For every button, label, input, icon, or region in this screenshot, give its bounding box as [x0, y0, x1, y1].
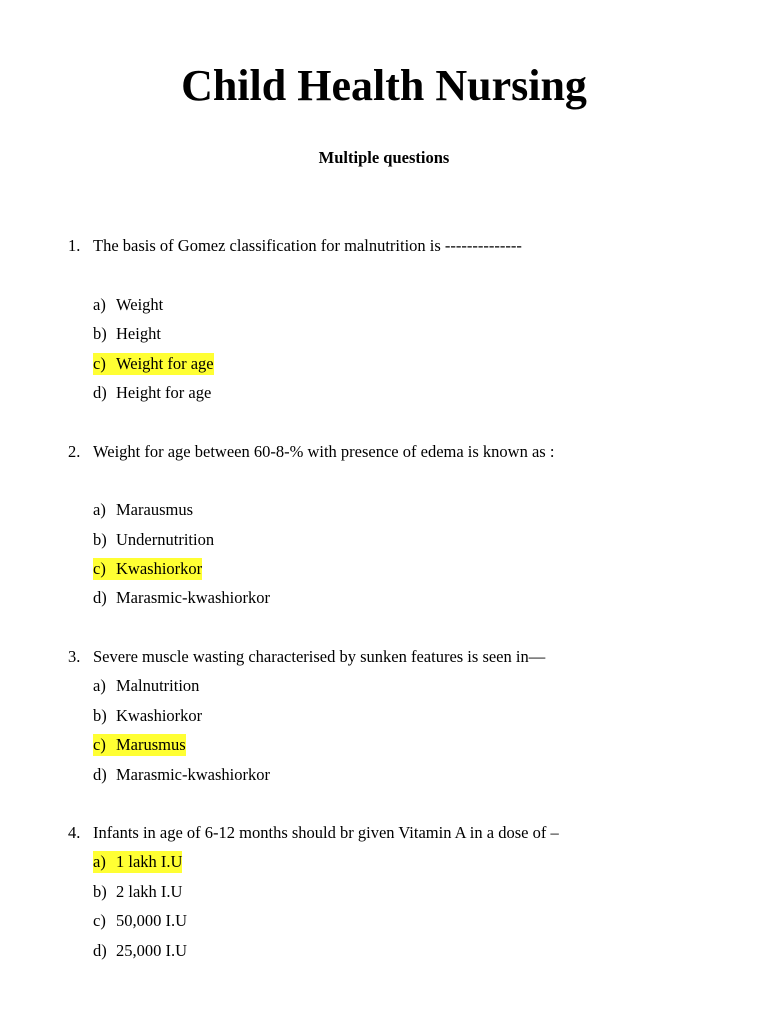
option-text: 25,000 I.U: [116, 941, 188, 960]
option-text: Marasmic-kwashiorkor: [116, 588, 270, 607]
question-number: 3.: [68, 647, 81, 666]
option-label: b): [93, 882, 107, 901]
option-4b: [93, 881, 182, 903]
option-text: Weight for age: [116, 354, 214, 373]
option-text: Undernutrition: [116, 530, 215, 549]
question-number: 4.: [68, 823, 81, 842]
option-text: Marausmus: [116, 500, 193, 519]
option-label: a): [93, 852, 106, 871]
option-2b: [93, 529, 214, 551]
option-2a: [93, 499, 193, 521]
option-label: d): [93, 941, 107, 960]
page-subtitle: Multiple questions: [318, 148, 450, 167]
option-label: c): [93, 911, 106, 930]
question-text: Severe muscle wasting characterised by sunken features is seen in—: [93, 647, 546, 666]
option-label: a): [93, 676, 106, 695]
option-3a: [93, 675, 199, 697]
option-1c-answer: [93, 353, 214, 375]
option-text: Kwashiorkor: [116, 559, 203, 578]
option-label: d): [93, 383, 107, 402]
option-3b: [93, 705, 202, 727]
option-3c-answer: [93, 734, 186, 756]
question-text: Infants in age of 6-12 months should br given Vitamin A in a dose of –: [93, 823, 559, 842]
option-label: b): [93, 706, 107, 725]
question-text: Weight for age between 60-8-% with presence of edema is known as :: [93, 442, 555, 461]
option-text: 50,000 I.U: [116, 911, 188, 930]
option-4a-answer: [93, 851, 182, 873]
question-number: 2.: [68, 442, 81, 461]
option-text: Kwashiorkor: [116, 706, 203, 725]
option-label: b): [93, 530, 107, 549]
option-label: a): [93, 295, 106, 314]
option-2c-answer: [93, 558, 202, 580]
option-text: 2 lakh I.U: [116, 882, 183, 901]
option-text: Malnutrition: [116, 676, 200, 695]
option-label: c): [93, 559, 106, 578]
option-3d: [93, 764, 270, 786]
question-number: 1.: [68, 236, 81, 255]
option-label: d): [93, 765, 107, 784]
option-1b: [93, 323, 161, 345]
option-label: d): [93, 588, 107, 607]
option-text: Height: [116, 324, 161, 343]
page-title: Child Health Nursing: [181, 61, 587, 110]
option-label: a): [93, 500, 106, 519]
option-label: b): [93, 324, 107, 343]
option-text: Marasmic-kwashiorkor: [116, 765, 270, 784]
option-4c: [93, 910, 187, 932]
option-text: Weight: [116, 295, 164, 314]
option-text: Marusmus: [116, 735, 186, 754]
option-label: c): [93, 735, 106, 754]
option-1d: [93, 382, 211, 404]
option-text: 1 lakh I.U: [116, 852, 183, 871]
option-1a: [93, 294, 163, 316]
option-label: c): [93, 354, 106, 373]
option-text: Height for age: [116, 383, 212, 402]
option-4d: [93, 940, 187, 962]
option-2d: [93, 587, 270, 609]
question-text: The basis of Gomez classification for malnutrition is --------------: [93, 236, 522, 255]
